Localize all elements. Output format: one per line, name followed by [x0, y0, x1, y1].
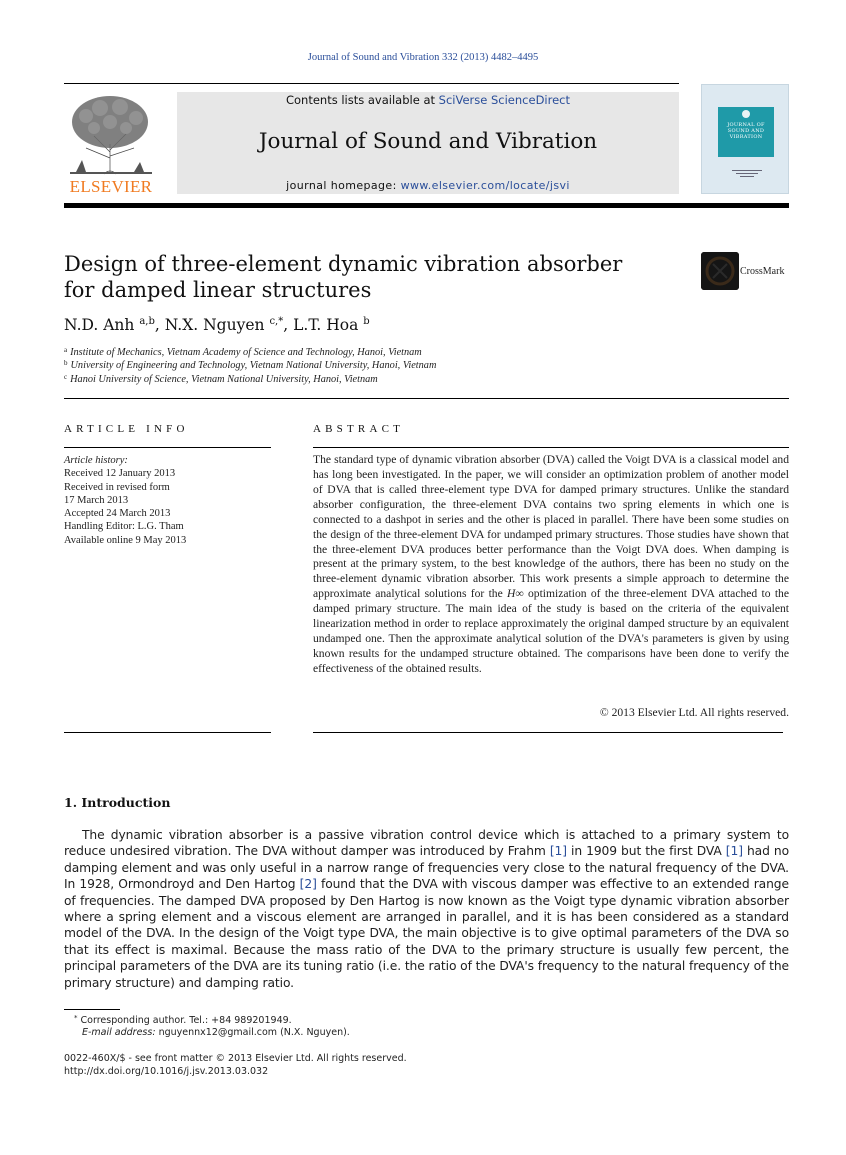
author-name[interactable]: L.T. Hoa: [293, 316, 359, 334]
history-label: Article history:: [64, 455, 128, 466]
contents-line: Contents lists available at SciVerse ScienceDirect: [285, 93, 571, 107]
affiliation: $^b$ University of Engineering and Technology, Vietnam National University, Hanoi, Vietnam: [64, 359, 437, 371]
history-item: Received in revised form: [64, 481, 170, 493]
author-list: N.D. Anh $^{a,b}$, N.X. Nguyen $^{c,*}$, L.T. Hoa $^b$: [64, 316, 370, 334]
section-heading-introduction: 1. Introduction: [64, 795, 171, 810]
elsevier-wordmark: ELSEVIER: [69, 177, 153, 196]
history-item: Accepted 24 March 2013: [64, 508, 171, 520]
reference-link[interactable]: [1]: [549, 844, 567, 859]
abstract-copyright: © 2013 Elsevier Ltd. All rights reserved.: [599, 706, 789, 719]
cover-emblem-icon: [742, 110, 750, 118]
article-info-heading: ARTICLE INFO: [64, 423, 189, 435]
introduction-paragraph: The dynamic vibration absorber is a passive vibration control device which is attached to a primary system to reduce undesired vibration. The DVA without damper was introduced by Frahm [1] in 1909 but the first DVA [1] had no damping element and was only useful in a narrow range of frequencies very close to the natural frequency of the DVA. In 1928, Ormondroyd and Den Hartog [2] found that the DVA with viscous damper was effective to an extended range of frequencies. The damped DVA proposed by Den Hartog is now known as the Voigt type dynamic vibration absorber where a spring element and a viscous element are arranged in parallel, and it is has been considered as a standard model of the DVA. In the design of the Voigt type DVA, the main objective is to give optimal parameters of the DVA so that its effect is maximal. Because the mass ratio of the DVA to the primary structure is usually few percent, the principal parameters of the DVA are its tuning ratio (i.e. the ratio of the DVA's frequency to the natural frequency of the primary structure) and damping ratio.: [64, 828, 789, 990]
author-affiliation-mark: c,*: [269, 316, 284, 327]
corresponding-author-note: * Corresponding author. Tel.: +84 989201949.: [74, 1014, 292, 1026]
abstract-bottom-divider: [313, 732, 783, 733]
affiliation: $^c$ Hanoi University of Science, Vietnam National University, Hanoi, Vietnam: [64, 373, 378, 385]
doi-link[interactable]: http://dx.doi.org/10.1016/j.jsv.2013.03.032: [64, 1066, 269, 1077]
footnote-divider: [64, 1009, 120, 1010]
author-affiliation-mark: b: [363, 316, 370, 327]
abstract-divider: [313, 447, 789, 448]
journal-cover-thumbnail[interactable]: [701, 84, 789, 194]
crossmark-icon[interactable]: [701, 252, 739, 290]
sciencedirect-link[interactable]: SciVerse ScienceDirect: [438, 93, 571, 107]
history-item: Handling Editor: L.G. Tham: [64, 521, 184, 533]
crossmark-label[interactable]: CrossMark: [740, 266, 785, 277]
history-item: 17 March 2013: [64, 494, 129, 506]
author-affiliation-mark: a,b: [139, 316, 155, 327]
reference-link[interactable]: [2]: [299, 877, 317, 892]
top-divider: [64, 83, 679, 84]
cover-title: JOURNAL OF SOUND AND VIBRATION: [727, 122, 765, 140]
journal-citation[interactable]: Journal of Sound and Vibration 332 (2013) 4482–4495: [307, 52, 539, 63]
author-name[interactable]: N.X. Nguyen: [164, 316, 265, 334]
issn-line: 0022-460X/$ - see front matter © 2013 Elsevier Ltd. All rights reserved.: [64, 1053, 407, 1064]
affiliation: $^a$ Institute of Mechanics, Vietnam Academy of Science and Technology, Hanoi, Vietnam: [64, 346, 422, 358]
homepage-line: journal homepage: www.elsevier.com/locate/jsvi: [286, 179, 570, 192]
header-divider: [64, 398, 789, 399]
article-title-line-1: Design of three-element dynamic vibration absorber: [64, 252, 623, 276]
journal-masthead: [177, 92, 679, 194]
article-history: [64, 454, 269, 547]
reference-link[interactable]: [1]: [725, 844, 743, 859]
article-info-bottom-divider: [64, 732, 271, 733]
article-title: [64, 251, 664, 303]
cover-publisher-icon: [732, 168, 762, 180]
article-title-line-2: for damped linear structures: [64, 278, 372, 302]
history-item: Received 12 January 2013: [64, 468, 176, 480]
journal-title: Journal of Sound and Vibration: [258, 129, 598, 154]
email-link[interactable]: nguyennx12@gmail.com (N.X. Nguyen).: [155, 1027, 350, 1038]
history-item: Available online 9 May 2013: [64, 534, 187, 546]
masthead-thick-divider: [64, 203, 789, 208]
h-infinity-symbol: H∞: [507, 587, 524, 601]
email-note: E-mail address: nguyennx12@gmail.com (N.X. Nguyen).: [82, 1027, 350, 1038]
abstract-heading: ABSTRACT: [313, 423, 405, 435]
article-info-divider: [64, 447, 271, 448]
journal-homepage-link[interactable]: www.elsevier.com/locate/jsvi: [400, 179, 570, 192]
author-name[interactable]: N.D. Anh: [64, 316, 135, 334]
abstract-text: The standard type of dynamic vibration absorber (DVA) called the Voigt DVA is a classical model and has long been investigated. In the paper, we will consider an optimization problem of another model of DVA that is called three-element type DVA for damped primary structures. Unlike the standard absorber configuration, the three-element DVA contains two spring elements in which one is connected to a dashpot in series and the other is placed in parallel. There have been some studies on the design of the three-element DVA for undamped primary structures. Those studies have shown that the three-element DVA produces better performance than the Voigt DVA does. When damping is present at the primary system, to the best knowledge of the authors, there has been no study on the three-element dynamic vibration absorber. This work presents a simple approach to determine the approximate analytical solutions for the H∞ optimization of the three-element DVA attached to the damped primary structure. The main idea of the study is based on the criteria of the equivalent linearization method in order to replace approximately the original damped structure by an equivalent undamped one. Then the approximate analytical solution of the DVA's parameters is given by using known results for the undamped structure obtained. The comparisons have been done to verify the effectiveness of the obtained results.: [313, 453, 789, 675]
